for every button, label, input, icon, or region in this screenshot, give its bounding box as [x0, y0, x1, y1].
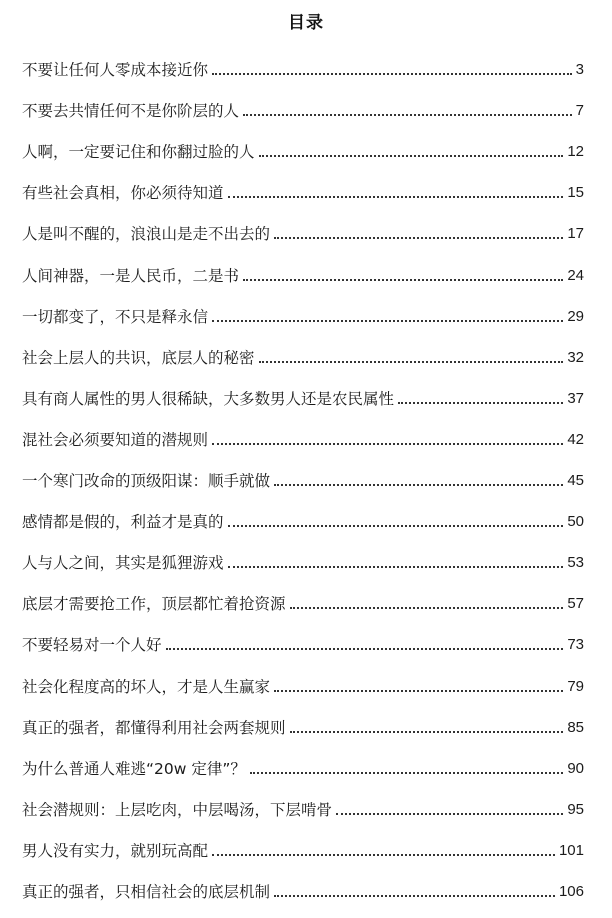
toc-entry[interactable]	[22, 44, 584, 85]
toc-page-number: 53	[567, 554, 584, 572]
toc-entry[interactable]	[22, 578, 584, 619]
dot-leader	[274, 237, 563, 239]
toc-entry[interactable]	[22, 825, 584, 866]
dot-leader	[212, 73, 572, 75]
dot-leader	[290, 607, 564, 609]
toc-entry[interactable]	[22, 537, 584, 578]
toc-entry[interactable]	[22, 702, 584, 743]
toc-entry[interactable]	[22, 496, 584, 537]
toc-entry[interactable]	[22, 291, 584, 332]
dot-leader	[212, 854, 555, 856]
dot-leader	[166, 648, 564, 650]
toc-page-number: 79	[567, 677, 584, 695]
toc-entry-title: 人啊，一定要记住和你翻过脸的人	[22, 143, 255, 162]
toc-entry[interactable]	[22, 866, 584, 907]
dot-leader	[212, 443, 563, 445]
dot-leader	[228, 525, 564, 527]
toc-entry[interactable]	[22, 414, 584, 455]
toc-entry-title: 为什么普通人难逃“20w 定律”？	[22, 759, 246, 778]
page-title: 目录	[288, 13, 324, 33]
toc-page-number: 3	[575, 61, 584, 79]
toc-entry[interactable]	[22, 126, 584, 167]
toc-entry-title: 不要让任何人零成本接近你	[22, 61, 209, 80]
toc-page-number: 45	[567, 472, 584, 490]
dot-leader	[212, 320, 563, 322]
toc-page-number: 37	[567, 389, 584, 407]
toc-entry-title: 男人没有实力，就别玩高配	[22, 841, 209, 860]
toc-page-number: 85	[567, 718, 584, 736]
toc-entry-title: 有些社会真相，你必须待知道	[22, 184, 224, 203]
toc-entry-title: 真正的强者，只相信社会的底层机制	[22, 882, 271, 901]
toc-entry[interactable]	[22, 332, 584, 373]
dot-leader	[336, 813, 563, 815]
toc-page-number: 12	[567, 143, 584, 161]
toc-entry[interactable]	[22, 249, 584, 290]
toc-entry-title: 人是叫不醒的，浪浪山是走不出去的	[22, 225, 271, 244]
toc-page-number: 90	[567, 759, 584, 777]
toc-page-number: 50	[567, 513, 584, 531]
dot-leader	[274, 484, 563, 486]
dot-leader	[290, 731, 564, 733]
toc-entry-title: 混社会必须要知道的潜规则	[22, 430, 209, 449]
toc-entry-title: 社会潜规则：上层吃肉，中层喝汤，下层啃骨	[22, 800, 333, 819]
toc-page-number: 101	[558, 841, 584, 859]
dot-leader	[274, 895, 555, 897]
toc-page-number: 24	[567, 266, 584, 284]
toc-entry[interactable]	[22, 167, 584, 208]
toc-entry-title: 感情都是假的，利益才是真的	[22, 513, 224, 532]
toc-entry-title: 真正的强者，都懂得利用社会两套规则	[22, 718, 286, 737]
dot-leader	[259, 155, 564, 157]
dot-leader	[243, 114, 572, 116]
toc-entry-title: 具有商人属性的男人很稀缺，大多数男人还是农民属性	[22, 389, 395, 408]
toc-entry[interactable]	[22, 660, 584, 701]
dot-leader	[398, 402, 563, 404]
toc-entry-title: 底层才需要抢工作，顶层都忙着抢资源	[22, 595, 286, 614]
toc-list	[22, 44, 584, 907]
toc-entry-title: 不要轻易对一个人好	[22, 636, 162, 655]
toc-entry-title: 一个寒门改命的顶级阳谋：顺手就做	[22, 472, 271, 491]
toc-entry-title: 一切都变了，不只是释永信	[22, 307, 209, 326]
toc-page-number: 73	[567, 636, 584, 654]
toc-page-number: 29	[567, 307, 584, 325]
dot-leader	[243, 279, 563, 281]
toc-entry[interactable]	[22, 85, 584, 126]
toc-entry[interactable]	[22, 208, 584, 249]
toc-entry-title: 社会上层人的共识，底层人的秘密	[22, 348, 255, 367]
toc-entry-title: 不要去共情任何不是你阶层的人	[22, 102, 240, 121]
toc-page-number: 95	[567, 800, 584, 818]
toc-page-number: 57	[567, 595, 584, 613]
toc-page-number: 106	[558, 882, 584, 900]
toc-entry-title: 人间神器，一是人民币，二是书	[22, 266, 240, 285]
dot-leader	[259, 361, 564, 363]
toc-entry[interactable]	[22, 784, 584, 825]
toc-entry[interactable]	[22, 619, 584, 660]
toc-page-number: 17	[567, 225, 584, 243]
toc-page-number: 42	[567, 430, 584, 448]
toc-entry[interactable]	[22, 373, 584, 414]
toc-entry[interactable]	[22, 455, 584, 496]
toc-entry-title: 社会化程度高的坏人，才是人生赢家	[22, 677, 271, 696]
dot-leader	[250, 772, 563, 774]
toc-page-number: 7	[575, 102, 584, 120]
dot-leader	[228, 566, 564, 568]
toc-page-number: 15	[567, 184, 584, 202]
dot-leader	[228, 196, 564, 198]
toc-entry-title: 人与人之间，其实是狐狸游戏	[22, 554, 224, 573]
dot-leader	[274, 690, 563, 692]
toc-page-number: 32	[567, 348, 584, 366]
toc-entry[interactable]	[22, 743, 584, 784]
